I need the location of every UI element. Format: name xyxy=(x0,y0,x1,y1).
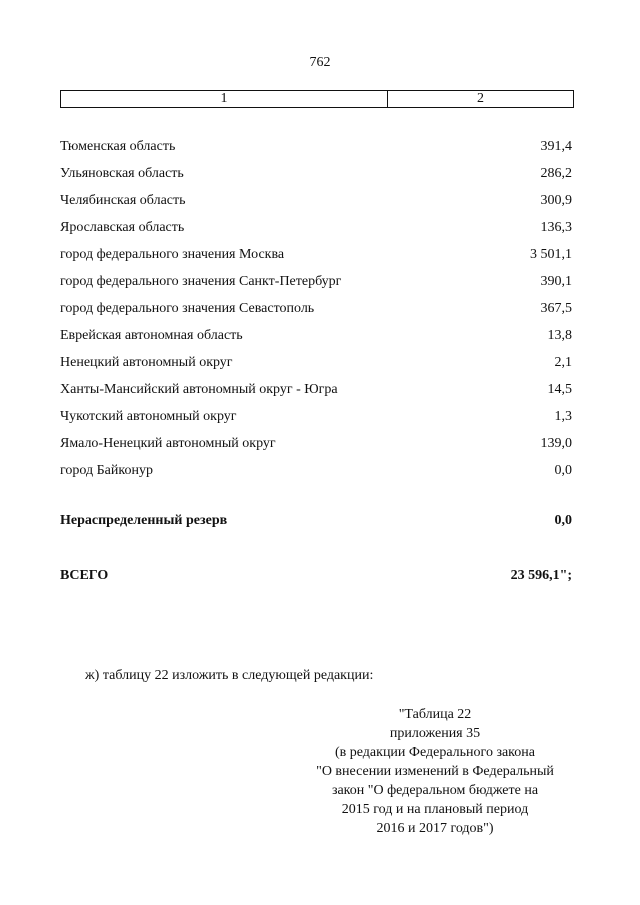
total-row xyxy=(60,568,572,584)
table-caption xyxy=(300,705,570,838)
region-value: 286,2 xyxy=(540,165,572,181)
region-name: Ямало-Ненецкий автономный округ xyxy=(60,435,276,451)
region-table xyxy=(60,133,572,484)
region-value: 0,0 xyxy=(554,462,572,478)
table-row xyxy=(60,241,572,268)
total-value: 23 596,1"; xyxy=(510,568,572,583)
caption-line: (в редакции Федерального закона xyxy=(335,745,535,760)
table-row xyxy=(60,430,572,457)
table-row xyxy=(60,187,572,214)
column-header xyxy=(60,90,574,108)
region-name: Челябинская область xyxy=(60,192,186,208)
table-row xyxy=(60,322,572,349)
region-name: Тюменская область xyxy=(60,138,176,154)
region-value: 139,0 xyxy=(540,435,572,451)
caption-line: 2015 год и на плановый период xyxy=(341,802,529,817)
region-value: 367,5 xyxy=(540,300,572,316)
table-row xyxy=(60,349,572,376)
region-name: город Байконур xyxy=(60,462,153,478)
region-name: Ханты-Мансийский автономный округ - Югра xyxy=(60,381,338,397)
region-name: Чукотский автономный округ xyxy=(60,408,237,424)
caption-line: "О внесении изменений в Федеральный xyxy=(316,764,554,779)
table-row xyxy=(60,160,572,187)
table-row xyxy=(60,214,572,241)
table-row xyxy=(60,295,572,322)
page-number: 762 xyxy=(309,55,331,70)
reserve-label: Нераспределенный резерв xyxy=(60,513,228,528)
caption-line: приложения 35 xyxy=(389,726,481,741)
column-header-2: 2 xyxy=(477,91,484,106)
region-value: 390,1 xyxy=(540,273,572,289)
caption-line: "Таблица 22 xyxy=(398,707,472,722)
region-name: город федерального значения Москва xyxy=(60,246,285,262)
table-row xyxy=(60,268,572,295)
caption-line: закон "О федеральном бюджете на xyxy=(331,783,539,798)
instruction-text: ж) таблицу 22 изложить в следующей редакции: xyxy=(85,668,374,683)
region-value: 13,8 xyxy=(547,327,572,343)
region-value: 2,1 xyxy=(554,354,572,370)
region-value: 391,4 xyxy=(540,138,572,154)
region-value: 14,5 xyxy=(547,381,572,397)
reserve-value: 0,0 xyxy=(554,513,572,528)
table-row xyxy=(60,133,572,160)
region-name: город федерального значения Санкт-Петербург xyxy=(60,273,342,289)
region-value: 3 501,1 xyxy=(530,246,572,262)
region-value: 1,3 xyxy=(554,408,572,424)
table-row xyxy=(60,376,572,403)
reserve-row xyxy=(60,513,572,529)
region-name: Ненецкий автономный округ xyxy=(60,354,233,370)
region-name: Ярославская область xyxy=(60,219,185,235)
total-label: ВСЕГО xyxy=(60,568,109,583)
region-name: Еврейская автономная область xyxy=(60,327,243,343)
region-value: 136,3 xyxy=(540,219,572,235)
caption-line: 2016 и 2017 годов") xyxy=(376,821,494,836)
table-row xyxy=(60,457,572,484)
region-name: Ульяновская область xyxy=(60,165,184,181)
table-row xyxy=(60,403,572,430)
column-header-1: 1 xyxy=(61,91,388,107)
region-name: город федерального значения Севастополь xyxy=(60,300,315,316)
region-value: 300,9 xyxy=(540,192,572,208)
